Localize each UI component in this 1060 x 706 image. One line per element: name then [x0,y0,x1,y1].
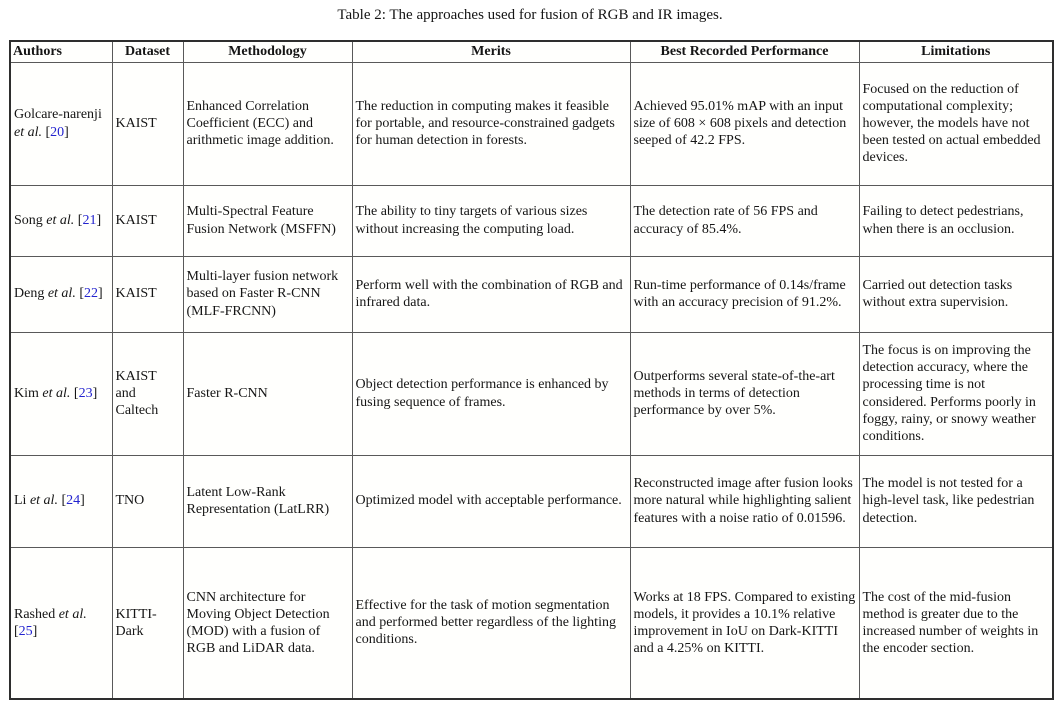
limitations-cell: Focused on the reduction of computational complexity; however, the models have not been tested on actual embedded devices. [859,62,1053,185]
performance-cell: Outperforms several state-of-the-art methods in terms of detection performance by over 5%. [630,332,859,455]
dataset-cell: KAIST [112,256,183,332]
authors-cell [10,547,112,699]
author-name: Deng [14,286,45,302]
methodology-cell: Multi-Spectral Feature Fusion Network (MSFFN) [183,185,352,256]
author-etal: et al. [29,493,58,509]
column-header-merits: Merits [352,41,630,62]
methodology-cell: Enhanced Correlation Coefficient (ECC) and arithmetic image addition. [183,62,352,185]
table-row [10,62,1053,185]
table-row [10,185,1053,256]
dataset-cell: KAIST [112,185,183,256]
performance-cell: The detection rate of 56 FPS and accuracy of 85.4%. [630,185,859,256]
table-row [10,332,1053,455]
citation-ref: [20] [45,124,69,140]
table-row [10,455,1053,547]
merits-cell: Perform well with the combination of RGB and infrared data. [352,256,630,332]
authors-cell [10,332,112,455]
table-row [10,256,1053,332]
author-etal: et al. [47,286,76,302]
column-header-authors: Authors [10,41,112,62]
methodology-cell: Faster R-CNN [183,332,352,455]
citation-ref: [24] [61,493,85,509]
table-caption: Table 2: The approaches used for fusion of RGB and IR images. [337,7,723,23]
citation-link[interactable]: 25 [18,623,33,639]
citation-link[interactable]: 24 [66,493,81,509]
limitations-cell: Carried out detection tasks without extra supervision. [859,256,1053,332]
performance-cell: Works at 18 FPS. Compared to existing models, it provides a 10.1% relative improvement in IoU on Dark-KITTI and a 4.25% on KITTI. [630,547,859,699]
limitations-cell: Failing to detect pedestrians, when there is an occlusion. [859,185,1053,256]
citation-ref: [21] [77,212,102,228]
performance-cell: Achieved 95.01% mAP with an input size of 608 × 608 pixels and detection seeped of 42.2 FPS. [630,62,859,185]
fusion-approaches-table [9,40,1054,700]
column-header-performance: Best Recorded Performance [630,41,859,62]
header-row [10,41,1053,62]
dataset-cell: KITTI-Dark [112,547,183,699]
performance-cell: Run-time performance of 0.14s/frame with an accuracy precision of 91.2%. [630,256,859,332]
merits-cell: The reduction in computing makes it feasible for portable, and resource-constrained gadgets for human detection in forests. [352,62,630,185]
merits-cell: The ability to tiny targets of various sizes without increasing the computing load. [352,185,630,256]
dataset-cell: KAIST and Caltech [112,332,183,455]
column-header-limitations: Limitations [859,41,1053,62]
author-etal: et al. [42,385,71,401]
dataset-cell: TNO [112,455,183,547]
merits-cell: Object detection performance is enhanced by fusing sequence of frames. [352,332,630,455]
author-name: Song [14,212,43,228]
author-name: Li [14,493,27,509]
merits-cell: Optimized model with acceptable performance. [352,455,630,547]
authors-cell [10,256,112,332]
author-etal: et al. [14,124,42,140]
author-name: Kim [14,385,39,401]
performance-cell: Reconstructed image after fusion looks more natural while highlighting salient features with a noise ratio of 0.01596. [630,455,859,547]
column-header-dataset: Dataset [112,41,183,62]
methodology-cell: CNN architecture for Moving Object Detection (MOD) with a fusion of RGB and LiDAR data. [183,547,352,699]
citation-ref: [23] [73,385,98,401]
column-header-methodology: Methodology [183,41,352,62]
author-name: Rashed [14,606,56,622]
table-row [10,547,1053,699]
citation-link[interactable]: 20 [50,124,65,140]
author-etal: et al. [46,212,75,228]
limitations-cell: The model is not tested for a high-level task, like pedestrian detection. [859,455,1053,547]
authors-cell [10,455,112,547]
dataset-cell: KAIST [112,62,183,185]
authors-cell [10,185,112,256]
citation-ref: [25] [14,623,38,639]
limitations-cell: The focus is on improving the detection accuracy, where the processing time is not considered. Performs poorly in foggy, rainy, or snowy weather conditions. [859,332,1053,455]
citation-link[interactable]: 23 [78,385,93,401]
citation-link[interactable]: 22 [84,286,98,302]
limitations-cell: The cost of the mid-fusion method is greater due to the increased number of weights in the encoder section. [859,547,1053,699]
author-name: Golcare-narenji [14,107,102,123]
citation-link[interactable]: 21 [82,212,97,228]
merits-cell: Effective for the task of motion segmentation and performed better regardless of the lighting conditions. [352,547,630,699]
methodology-cell: Multi-layer fusion network based on Faster R-CNN (MLF-FRCNN) [183,256,352,332]
citation-ref: [22] [79,286,103,302]
authors-cell [10,62,112,185]
methodology-cell: Latent Low-Rank Representation (LatLRR) [183,455,352,547]
author-etal: et al. [58,606,87,622]
